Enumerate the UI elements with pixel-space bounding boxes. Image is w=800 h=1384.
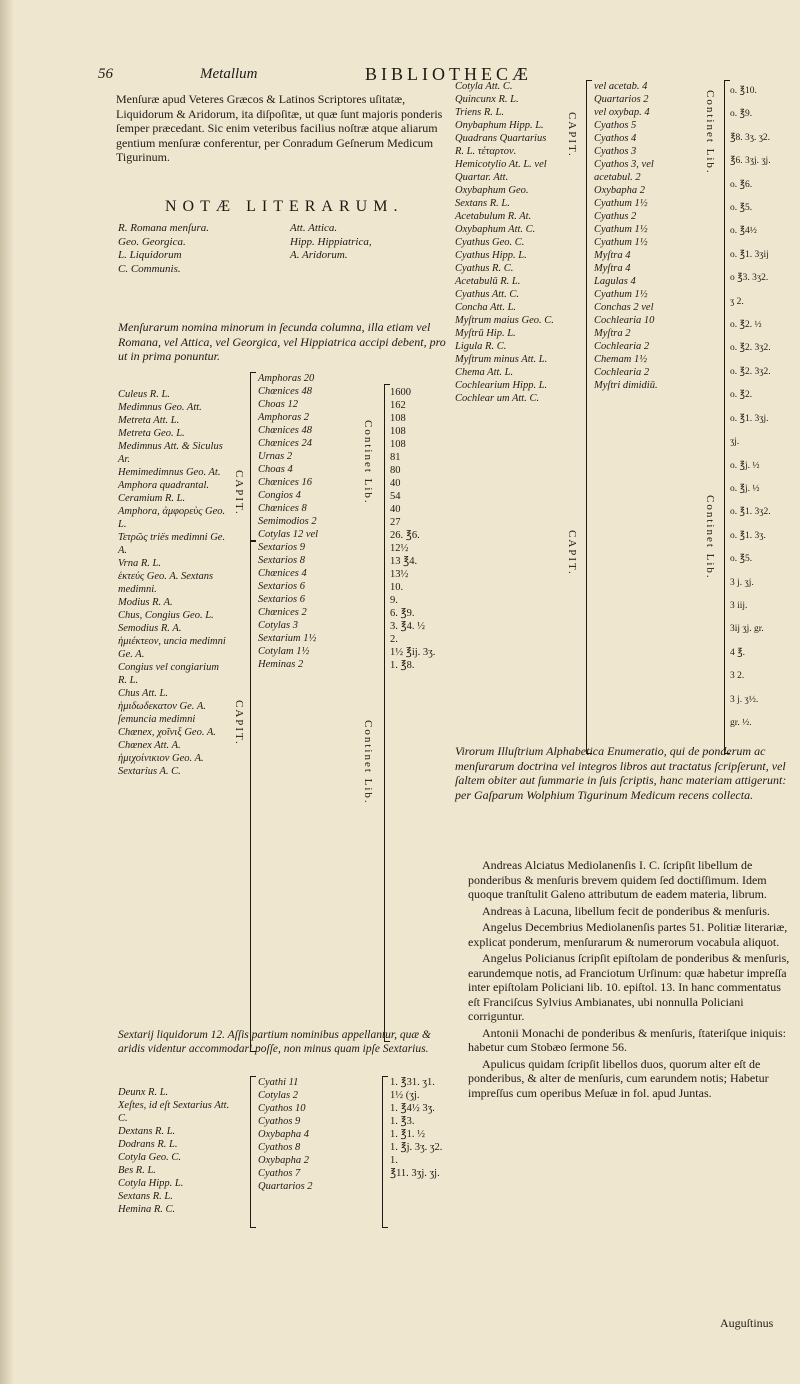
table-cell-measure: Chema Att. L.	[455, 367, 514, 378]
table-cell-pounds: 108	[390, 439, 406, 450]
table-cell-measure: Chœnex Att. A.	[118, 740, 181, 751]
table-cell-pounds: 10.	[390, 582, 404, 593]
lower-table-col-pounds	[390, 1076, 452, 1180]
table-cell-measure: Amphora quadrantal. Ceramium R. L.	[118, 480, 210, 504]
virorum-heading: Virorum Illuſtrium Alphabetica Enumeratio, qui de ponderum ac menſurarum doctrina vel integros libros aut tractatus ſcripſerunt, vel ſaltem obiter aut ſummarie in ſuis ſcriptis, hanc materiam attigerunt: per Gaſparum Wolphium Tigurinum Medicum recens collecta.	[455, 744, 787, 802]
table-cell-contains: Chœnices 4	[258, 568, 307, 579]
author-paragraph: Angelus Decembrius Mediolanenſis partes 51. Politiæ literariæ, explicat ponderum, menſurarum & numerorum vocabula aliquot.	[468, 920, 788, 949]
table-cell-ounces: o. ℥j. ½	[730, 460, 760, 471]
table-cell-ounces: o. ℥2. 3ʒ2.	[730, 366, 771, 377]
table-cell-contains: Cyathi 11	[258, 1077, 299, 1088]
table-cell-ounces: ʒj.	[730, 437, 740, 448]
table-cell-contains: Urnas 2	[258, 451, 293, 462]
table-cell-measure: Hemina R. C.	[118, 1204, 176, 1215]
table-cell-measure: Hemimedimnus Geo. At.	[118, 467, 221, 478]
page-gutter-shadow	[0, 0, 14, 1384]
table-cell-ounces: o. ℥6.	[730, 179, 753, 190]
table-cell-ounces: ℥8. 3ʒ. ʒ2.	[730, 132, 771, 143]
table-cell-contains: Cyathos 9	[258, 1116, 301, 1127]
table-cell-ounces: o. ℥2.	[730, 390, 753, 401]
right-table-col-measures	[455, 80, 555, 405]
table-cell-measure: Quincunx R. L.	[455, 94, 519, 105]
left-continet-label: Continet Lib.	[362, 420, 374, 505]
table-cell-contains: vel oxybap. 4	[594, 107, 650, 118]
sextarius-note: Sextarij liquidorum 12. Aſſis partium nominibus appellantur, quæ & aridis videntur accommodari poſſe, non minus quam ipſe Sextarius.	[118, 1029, 431, 1055]
table-cell-pounds: 1. ℥j. 3ʒ. ʒ2.	[390, 1142, 443, 1153]
author-paragraph: Angelus Policianus ſcripſit epiſtolam de ponderibus & menſuris, earundemque notis, ad Franciotum Urſinum: quæ habetur impreſſa inter epiſtolam Policiani lib. 10. epiſtol. 13. In hanc commentatus eſt Franciſcus Sylvius Ambianates, ubi nonnulla Policiani corriguntur.	[468, 951, 790, 1023]
table-cell-contains: Myſtri dimidiū.	[594, 380, 658, 391]
table-cell-pounds: 81	[390, 452, 401, 463]
table-cell-ounces: o. ℥1. 3ʒj.	[730, 413, 769, 424]
table-cell-measure: Semodius R. A.	[118, 623, 182, 634]
left-table-col-pounds	[390, 386, 450, 672]
table-cell-measure: Myſtrum maius Geo. C.	[455, 315, 554, 326]
right-paragraphs	[468, 858, 790, 1102]
table-cell-contains: Semimodios 2	[258, 516, 317, 527]
notae-item: L. Liquidorum	[118, 249, 182, 261]
notae-right-list	[290, 222, 460, 263]
table-cell-ounces: 3 j. ʒj.	[730, 577, 754, 588]
left-brace-2	[250, 540, 256, 1052]
table-cell-contains: Sextarios 6	[258, 594, 305, 605]
table-cell-measure: Bes R. L.	[118, 1165, 156, 1176]
left-continet-label-2: Continet Lib.	[362, 720, 374, 805]
table-cell-ounces: o. ℥2. 3ʒ2.	[730, 343, 771, 354]
left-capit-label: CAPIT.	[233, 470, 245, 516]
table-cell-pounds: 3. ℥4. ½	[390, 621, 425, 632]
table-cell-contains: Cochlearia 2	[594, 367, 650, 378]
table-cell-measure: Myſtrum minus Att. L.	[455, 354, 548, 365]
table-cell-pounds: 13½	[390, 569, 409, 580]
table-cell-measure: Τετρῶς triës medimni Ge. A.	[118, 532, 226, 556]
table-cell-pounds: 1. ℥1. ½	[390, 1129, 425, 1140]
table-cell-pounds: 1. ℥8.	[390, 660, 415, 671]
table-cell-contains: Cyathum 1½	[594, 289, 648, 300]
table-cell-contains: Quartarios 2	[594, 94, 649, 105]
table-cell-ounces: gr. ½.	[730, 717, 752, 728]
table-cell-contains: Sextarios 9	[258, 542, 305, 553]
notae-item: Geo. Georgica.	[118, 235, 186, 248]
table-cell-pounds: 6. ℥9.	[390, 608, 415, 619]
table-cell-contains: Oxybapha 4	[258, 1129, 310, 1140]
table-cell-measure: Cotyla Geo. C.	[118, 1152, 181, 1163]
table-cell-contains: Cyathos 4	[594, 133, 637, 144]
table-cell-contains: Lagulas 4	[594, 276, 636, 287]
page-title: BIBLIOTHECÆ	[365, 64, 532, 84]
left-capit-label-2: CAPIT.	[233, 700, 245, 746]
table-cell-contains: Cyathus 2	[594, 211, 637, 222]
table-cell-ounces: 3 iij.	[730, 600, 748, 611]
table-cell-measure: Cyathus R. C.	[455, 263, 514, 274]
table-cell-pounds: 1½ ℥ij. 3ʒ.	[390, 647, 436, 658]
author-paragraph: Andreas Alciatus Mediolanenſis I. C. ſcripſit libellum de ponderibus & menſuris brevem quidem ſed doctiſſimum. Idem quoque tranſtulit Galeno attributum de eadem materia, librum.	[468, 858, 767, 901]
table-cell-pounds: 9.	[390, 595, 398, 606]
table-cell-pounds: 1. ℥31. ʒ1.	[390, 1077, 435, 1088]
table-cell-measure: Cochlear um Att. C.	[455, 393, 540, 404]
table-cell-pounds: 162	[390, 400, 406, 411]
table-cell-ounces: o. ℥5.	[730, 554, 753, 565]
table-cell-measure: Cotyla Att. C.	[455, 81, 513, 92]
table-cell-contains: Cotylas 3	[258, 620, 298, 631]
notae-item: R. Romana menſura.	[118, 222, 210, 234]
table-cell-ounces: o. ℥2. ½	[730, 320, 762, 331]
table-cell-ounces: o. ℥9.	[730, 109, 753, 120]
table-cell-contains: Chœnices 48	[258, 386, 312, 397]
table-cell-contains: Chœnices 24	[258, 438, 312, 449]
table-cell-measure: Medimnus Att. & Siculus Ar.	[118, 441, 223, 465]
table-cell-contains: Cyathos 5	[594, 120, 637, 131]
table-cell-ounces: o. ℥j. ½	[730, 483, 760, 494]
table-cell-measure: Sextans R. L.	[118, 1191, 173, 1202]
table-cell-measure: Sextarius A. C.	[118, 766, 181, 777]
catchword: Auguſtinus	[720, 1316, 774, 1330]
table-cell-ounces: o. ℥1. 3ʒ.	[730, 530, 766, 541]
table-cell-contains: Cyathos 8	[258, 1142, 301, 1153]
right-brace-1	[586, 80, 592, 754]
table-cell-pounds: 27	[390, 517, 401, 528]
table-cell-contains: Chemam 1½	[594, 354, 648, 365]
notae-item: C. Communis.	[118, 262, 181, 275]
table-cell-pounds: 1. ℥4½ 3ʒ.	[390, 1103, 435, 1114]
table-cell-contains: Chœnices 48	[258, 425, 312, 436]
running-word: Metallum	[200, 66, 258, 82]
table-cell-measure: Deunx R. L.	[118, 1087, 169, 1098]
notae-item: Hipp. Hippiatrica,	[290, 235, 372, 248]
table-cell-contains: Choas 4	[258, 464, 293, 475]
table-cell-contains: Cotylas 12 vel	[258, 529, 319, 540]
table-cell-measure: Congius vel congiarium R. L.	[118, 662, 219, 686]
right-table-col-ounces	[730, 80, 798, 735]
table-cell-ounces: o ℥3. 3ʒ2.	[730, 273, 769, 284]
table-cell-ounces: ʒ 2.	[730, 296, 744, 307]
table-cell-pounds: 108	[390, 426, 406, 437]
table-cell-ounces: 4 ℥.	[730, 647, 745, 658]
table-cell-measure: Cyathus Hipp. L.	[455, 250, 527, 261]
table-cell-contains: Cyathum 1½	[594, 198, 648, 209]
notae-heading: NOTÆ LITERARUM.	[165, 198, 404, 215]
left-brace-1	[250, 372, 256, 542]
right-capit-label: CAPIT.	[566, 112, 578, 158]
table-cell-contains: Amphoras 20	[258, 373, 315, 384]
table-cell-measure: Cochlearium Hipp. L.	[455, 380, 548, 391]
author-paragraph: Apulicus quidam ſcripſit libellos duos, quorum alter eſt de ponderibus, & alter de menſuris, cum earundem notis; Habetur impreſſus cum operibus Meſuæ in fol. apud Juntas.	[468, 1056, 769, 1100]
table-cell-ounces: o. ℥5.	[730, 203, 753, 214]
table-cell-measure: Cyathus Att. C.	[455, 289, 519, 300]
table-cell-pounds: 26. ℥6.	[390, 530, 420, 541]
table-cell-pounds: 1.	[390, 1155, 398, 1166]
left-table-col-contains	[258, 372, 354, 671]
table-cell-measure: Medimnus Geo. Att.	[118, 402, 202, 413]
intro-paragraph: Menſuræ apud Veteres Græcos & Latinos Scriptores uſitatæ, Liquidorum & Aridorum, ita diſpoſitæ, ut quæ ſunt majoris ponderis ſemper præcedant. Sic enim veteribus facilius noſtræ atque aliarum gentium menſuræ conferentur, per Conradum Geſnerum Medicum Tigurinum.	[116, 92, 443, 164]
left-table-col-measures	[118, 388, 230, 778]
table-cell-measure: Metreta Geo. L.	[118, 428, 185, 439]
table-cell-measure: Onybaphum Hipp. L.	[455, 120, 544, 131]
table-cell-pounds: 108	[390, 413, 406, 424]
table-cell-contains: Quartarios 2	[258, 1181, 313, 1192]
table-cell-contains: Chœnices 16	[258, 477, 312, 488]
table-cell-measure: ἡμιδωδεκατον Ge. A. ſemuncia medimni	[118, 701, 206, 725]
table-cell-contains: Amphoras 2	[258, 412, 310, 423]
table-cell-contains: Heminas 2	[258, 659, 304, 670]
table-cell-measure: Dextans R. L.	[118, 1126, 176, 1137]
table-cell-contains: Sextarios 8	[258, 555, 305, 566]
table-cell-measure: ἑκτεύς Geo. A. Sextans medimni.	[118, 571, 214, 595]
table-cell-ounces: o. ℥1. 3ʒ2.	[730, 507, 771, 518]
table-cell-measure: Ligula R. C.	[455, 341, 507, 352]
notae-left-list	[118, 222, 288, 276]
table-cell-contains: Oxybapha 2	[594, 185, 646, 196]
table-cell-pounds: 54	[390, 491, 401, 502]
table-cell-ounces: o. ℥4½	[730, 226, 757, 237]
table-cell-contains: Chœnices 2	[258, 607, 307, 618]
table-cell-measure: Oxybaphum Att. C.	[455, 224, 536, 235]
table-cell-contains: Cochlearia 2	[594, 341, 650, 352]
table-cell-contains: Choas 12	[258, 399, 298, 410]
author-paragraph: Andreas à Lacuna, libellum fecit de ponderibus & menſuris.	[482, 903, 770, 918]
table-cell-contains: vel acetab. 4	[594, 81, 648, 92]
table-cell-contains: Cotylam 1½	[258, 646, 310, 657]
table-cell-contains: Cyathos 3	[594, 146, 637, 157]
table-cell-contains: Chœnices 8	[258, 503, 307, 514]
table-cell-measure: Vrna R. L.	[118, 558, 161, 569]
table-cell-contains: Cyathos 10	[258, 1103, 306, 1114]
table-cell-measure: Triens R. L.	[455, 107, 505, 118]
table-cell-pounds: 40	[390, 478, 401, 489]
right-continet-label-2: Continet Lib.	[704, 495, 716, 580]
table-cell-contains: Cyathum 1½	[594, 224, 648, 235]
lower-brace-2	[382, 1076, 388, 1228]
table-cell-measure: Chus Att. L.	[118, 688, 168, 699]
preface-text: Menſurarum nomina minorum in ſecunda columna, illa etiam vel Romana, vel Attica, vel Georgica, vel Hippiatrica accipi debent, pro ut in prima ponuntur.	[118, 320, 446, 363]
table-cell-measure: Sextans R. L.	[455, 198, 510, 209]
table-cell-measure: Chœnex, χοῖνιξ Geo. A.	[118, 727, 216, 738]
page-number: 56	[98, 66, 113, 82]
table-cell-measure: Xeſtes, id eſt Sextarius Att. C.	[118, 1100, 230, 1124]
table-cell-pounds: 13 ℥4.	[390, 556, 418, 567]
lower-brace-1	[250, 1076, 256, 1228]
table-cell-contains: Myſtra 2	[594, 328, 631, 339]
table-cell-pounds: 2.	[390, 634, 398, 645]
table-cell-contains: Conchas 2 vel	[594, 302, 654, 313]
table-cell-ounces: o. ℥1. 3ʒij	[730, 249, 769, 260]
table-cell-pounds: ℥11. 3ʒj. ʒj.	[390, 1168, 440, 1179]
table-cell-measure: Concha Att. L.	[455, 302, 517, 313]
lower-table-col-contains	[258, 1076, 358, 1193]
table-cell-pounds: 80	[390, 465, 401, 476]
table-cell-ounces: 3 2.	[730, 671, 745, 682]
table-cell-measure: Hemicotylio At. L. vel Quartar. Att.	[455, 159, 547, 183]
table-cell-contains: Cotylas 2	[258, 1090, 298, 1101]
table-cell-contains: Cyathos 7	[258, 1168, 301, 1179]
table-cell-measure: Cotyla Hipp. L.	[118, 1178, 184, 1189]
table-cell-measure: Culeus R. L.	[118, 389, 170, 400]
table-cell-measure: Myſtrū Hip. L.	[455, 328, 516, 339]
table-cell-contains: Myſtra 4	[594, 263, 631, 274]
table-cell-measure: Metreta Att. L.	[118, 415, 180, 426]
table-cell-contains: Cyathos 3, vel acetabul. 2	[594, 159, 654, 183]
table-cell-measure: Chus, Congius Geo. L.	[118, 610, 214, 621]
table-cell-contains: Cochlearia 10	[594, 315, 655, 326]
table-cell-contains: Congios 4	[258, 490, 301, 501]
table-cell-measure: Cyathus Geo. C.	[455, 237, 525, 248]
table-cell-contains: Sextarium 1½	[258, 633, 317, 644]
lower-table-col-measures	[118, 1086, 236, 1216]
table-cell-contains: Cyathum 1½	[594, 237, 648, 248]
table-cell-measure: Modius R. A.	[118, 597, 173, 608]
table-cell-measure: Amphora, ἀμφορεὺς Geo. L.	[118, 506, 226, 530]
table-cell-measure: Oxybaphum Geo.	[455, 185, 529, 196]
right-continet-label: Continet Lib.	[704, 90, 716, 175]
table-cell-contains: Sextarios 6	[258, 581, 305, 592]
table-cell-measure: Quadrans Quartarius R. L. τέταρτον.	[455, 133, 547, 157]
table-cell-ounces: o. ℥10.	[730, 86, 757, 96]
author-paragraph: Antonii Monachi de ponderibus & menſuris, ſtateriſque iniquis: habetur cum Stobæo ſermone 56.	[468, 1025, 786, 1054]
table-cell-pounds: 1. ℥3.	[390, 1116, 415, 1127]
right-capit-label-2: CAPIT.	[566, 530, 578, 576]
table-cell-measure: Acetabulum R. At.	[455, 211, 532, 222]
notae-item: Att. Attica.	[290, 222, 338, 234]
table-cell-ounces: 3ij ʒj. gr.	[730, 624, 764, 635]
table-cell-measure: Dodrans R. L.	[118, 1139, 178, 1150]
table-cell-pounds: 1600	[390, 387, 411, 398]
table-cell-measure: ἡμιέκτεον, uncia medimni Ge. A.	[118, 636, 226, 660]
right-table-col-contains	[594, 80, 694, 392]
table-cell-measure: Acetabulū R. L.	[455, 276, 521, 287]
table-cell-contains: Myſtra 4	[594, 250, 631, 261]
table-cell-pounds: 12½	[390, 543, 409, 554]
table-cell-ounces: ℥6. 3ʒj. ʒj.	[730, 156, 771, 167]
table-cell-ounces: 3 j. ʒ½.	[730, 694, 759, 705]
table-cell-contains: Oxybapha 2	[258, 1155, 310, 1166]
table-cell-measure: ἡμιχοίνικιον Geo. A.	[118, 753, 204, 764]
notae-item: A. Aridorum.	[290, 249, 348, 261]
table-cell-pounds: 40	[390, 504, 401, 515]
table-cell-pounds: 1½ (ʒj.	[390, 1090, 420, 1101]
